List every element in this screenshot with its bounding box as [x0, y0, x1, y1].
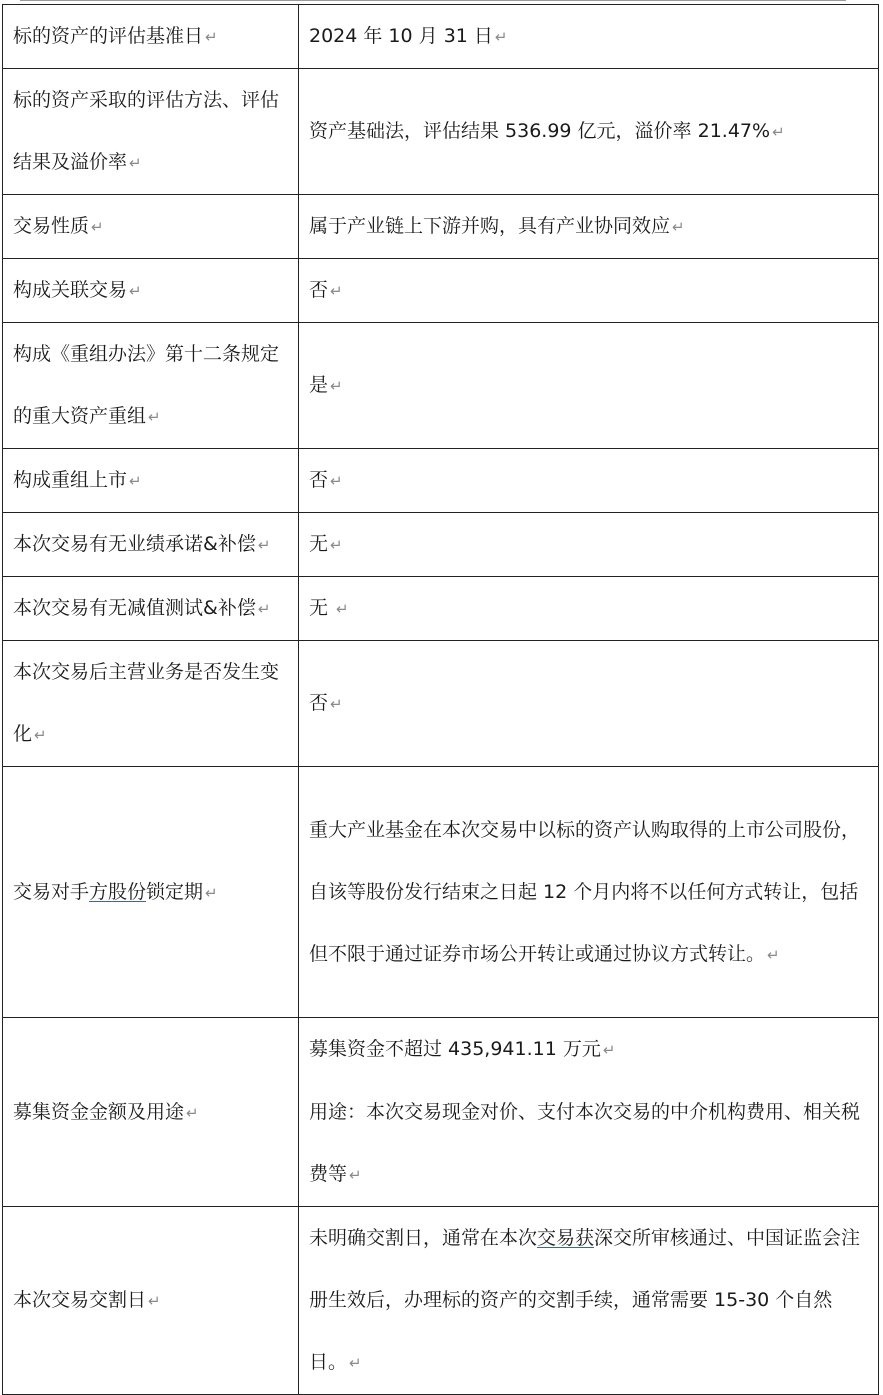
- paragraph-mark-icon: ↵: [336, 600, 349, 618]
- row-value: [299, 1018, 879, 1207]
- row-label: 构成重组上市 ↵: [3, 449, 299, 513]
- row-value: 资产基础法，评估结果 536.99 亿元，溢价率 21.47% ↵: [299, 69, 879, 195]
- paragraph-mark-icon: ↵: [257, 536, 271, 554]
- row-label: 构成《重组办法》第十二条规定的重大资产重组 ↵: [3, 323, 299, 449]
- row-value: 无 ↵: [299, 513, 879, 577]
- row-label: 本次交易有无减值测试&补偿 ↵: [3, 577, 299, 641]
- paragraph-mark-icon: ↵: [602, 1041, 616, 1059]
- page-top-rule: [20, 0, 846, 1]
- table-row: [3, 5, 879, 69]
- table-row: [3, 577, 879, 641]
- paragraph-mark-icon: ↵: [330, 472, 343, 490]
- table-row: [3, 767, 879, 1018]
- table-row: [3, 1207, 879, 1395]
- paragraph-mark-icon: ↵: [205, 883, 218, 902]
- row-value: 属于产业链上下游并购，具有产业协同效应 ↵: [299, 195, 879, 259]
- row-label: 本次交易后主营业务是否发生变化 ↵: [3, 641, 299, 767]
- value-line: 用途：本次交易现金对价、支付本次交易的中介机构费用、相关税费等 ↵: [309, 1101, 861, 1185]
- row-value: 否 ↵: [299, 449, 879, 513]
- paragraph-mark-icon: ↵: [148, 408, 161, 426]
- table-row: [3, 69, 879, 195]
- paragraph-mark-icon: ↵: [494, 28, 508, 46]
- table-row: [3, 195, 879, 259]
- row-value: 是 ↵: [299, 323, 879, 449]
- row-value: 重大产业基金在本次交易中以标的资产认购取得的上市公司股份，自该等股份发行结束之日起 12 个月内将不以任何方式转让，包括但不限于通过证券市场公开转让或通过协议方式转让。 ↵: [299, 767, 879, 1018]
- row-value: 否 ↵: [299, 641, 879, 767]
- value-line: 募集资金不超过 435,941.11 万元 ↵: [309, 1038, 616, 1060]
- table-row: [3, 323, 879, 449]
- paragraph-mark-icon: ↵: [257, 600, 271, 618]
- transaction-summary-table: [2, 4, 879, 1395]
- row-label: 募集资金金额及用途 ↵: [3, 1018, 299, 1207]
- row-label: 交易性质 ↵: [3, 195, 299, 259]
- paragraph-mark-icon: ↵: [330, 282, 343, 300]
- table-row: [3, 449, 879, 513]
- table-row: [3, 1018, 879, 1207]
- paragraph-mark-icon: ↵: [148, 1292, 161, 1310]
- paragraph-mark-icon: ↵: [330, 536, 343, 554]
- paragraph-mark-icon: ↵: [34, 726, 47, 744]
- underlined-text: 交易获: [537, 1227, 595, 1249]
- row-label: 构成关联交易 ↵: [3, 259, 299, 323]
- paragraph-mark-icon: ↵: [205, 28, 218, 46]
- row-label: 本次交易交割日 ↵: [3, 1207, 299, 1395]
- paragraph-mark-icon: ↵: [330, 377, 343, 395]
- row-label: 标的资产采取的评估方法、评估结果及溢价率 ↵: [3, 69, 299, 195]
- paragraph-mark-icon: ↵: [129, 154, 142, 172]
- paragraph-mark-icon: ↵: [186, 1103, 199, 1122]
- table-row: [3, 641, 879, 767]
- paragraph-mark-icon: ↵: [767, 945, 780, 964]
- paragraph-mark-icon: ↵: [349, 1354, 362, 1372]
- paragraph-mark-icon: ↵: [330, 695, 343, 713]
- paragraph-mark-icon: ↵: [129, 472, 142, 490]
- row-value: 无 ↵: [299, 577, 879, 641]
- paragraph-mark-icon: ↵: [129, 282, 142, 300]
- row-value: 否 ↵: [299, 259, 879, 323]
- paragraph-mark-icon: ↵: [91, 218, 104, 236]
- row-value: 未明确交割日，通常在本次交易获深交所审核通过、中国证监会注册生效后，办理标的资产的交割手续，通常需要 15-30 个自然日。 ↵: [299, 1207, 879, 1395]
- paragraph-mark-icon: ↵: [772, 123, 785, 141]
- table-row: [3, 513, 879, 577]
- row-value: 2024 年 10 月 31 日 ↵: [299, 5, 879, 69]
- row-label: 本次交易有无业绩承诺&补偿 ↵: [3, 513, 299, 577]
- table-row: [3, 259, 879, 323]
- paragraph-mark-icon: ↵: [349, 1166, 362, 1184]
- row-label: 标的资产的评估基准日 ↵: [3, 5, 299, 69]
- paragraph-mark-icon: ↵: [672, 218, 685, 236]
- underlined-text: 方股份: [89, 880, 147, 903]
- row-label: 交易对手方股份锁定期 ↵: [3, 767, 299, 1018]
